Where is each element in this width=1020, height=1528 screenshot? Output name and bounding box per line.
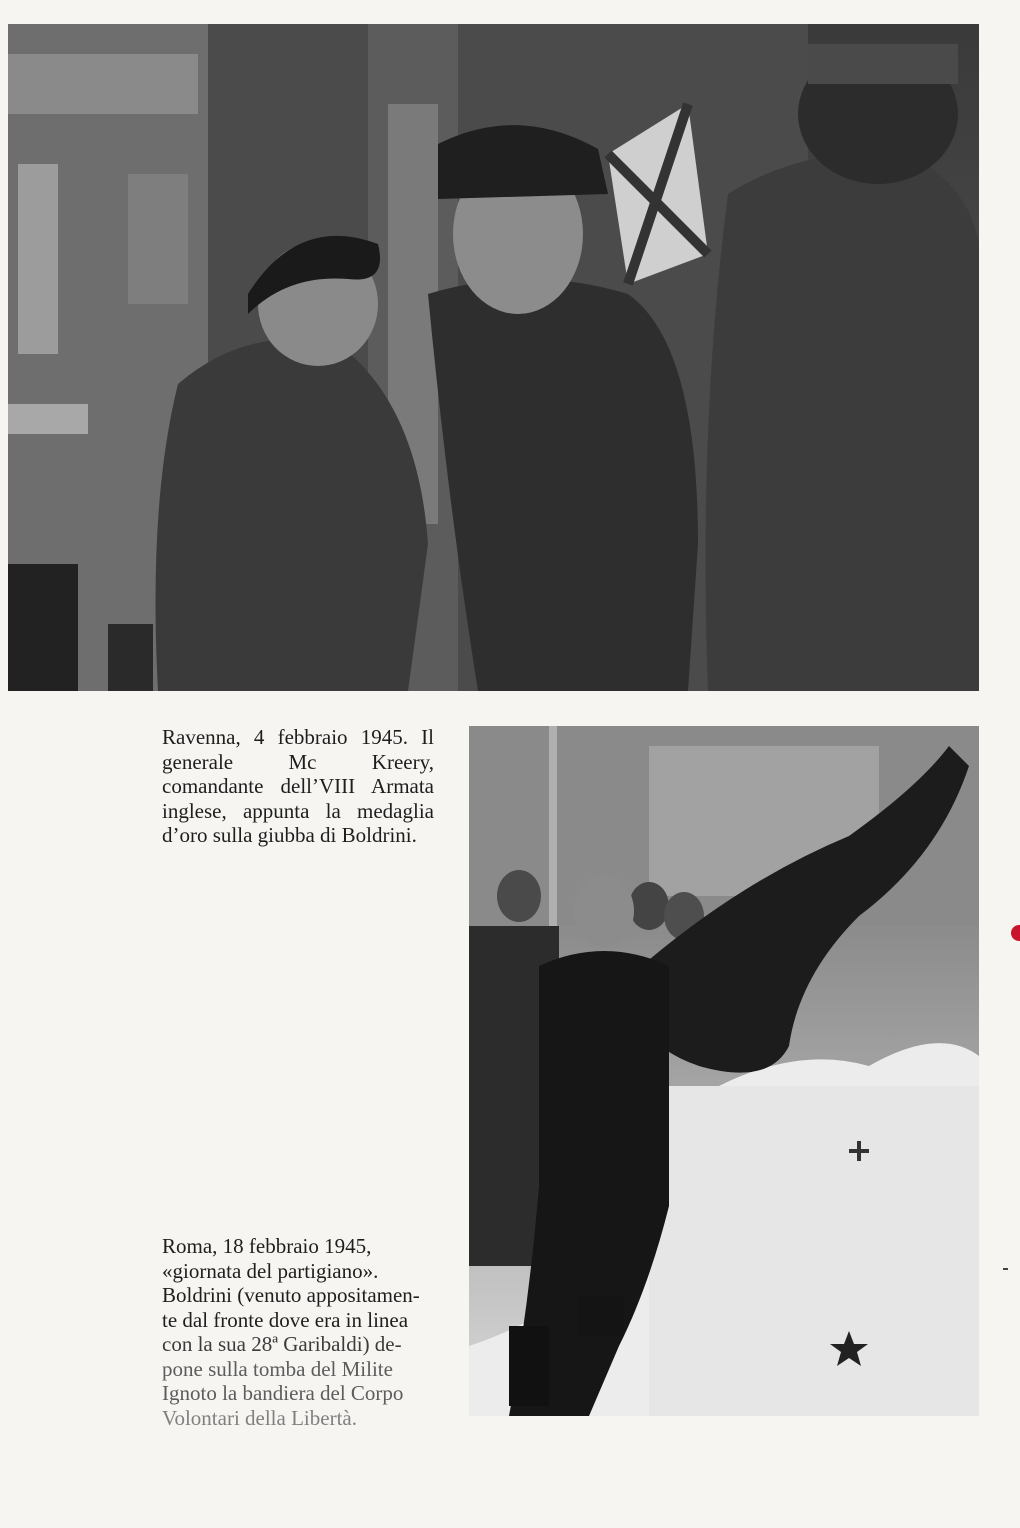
page-edge-mark xyxy=(1011,925,1020,941)
roma-caption-line: te dal fronte dove era in linea xyxy=(162,1307,409,1332)
roma-caption-line: Ignoto la bandiera del Corpo xyxy=(162,1381,404,1405)
page-edge-dot xyxy=(1003,1268,1008,1270)
roma-caption-line: con la sua 28ª Garibaldi) de- xyxy=(162,1332,402,1356)
ceremony-photo-icon xyxy=(8,24,979,691)
ceremony-photo xyxy=(8,24,979,691)
ravenna-caption: Ravenna, 4 febbraio 1945. Il generale Mc Kreery, comandante dell’VIII Armata inglese, appunta la medaglia d’oro sulla giubba di Boldrini. xyxy=(162,725,434,847)
roma-caption-line: Volontari della Libertà. xyxy=(162,1405,357,1430)
flag-bearer-photo xyxy=(469,726,979,1416)
roma-caption-line: Roma, 18 febbraio 1945, xyxy=(162,1234,372,1258)
roma-caption xyxy=(162,1234,436,1430)
flag-bearer-photo-icon xyxy=(469,726,979,1416)
roma-caption-line: «giornata del partigiano». xyxy=(162,1258,379,1283)
roma-caption-line: pone sulla tomba del Milite xyxy=(162,1356,393,1381)
roma-caption-line: Boldrini (venuto appositamen- xyxy=(162,1283,420,1307)
